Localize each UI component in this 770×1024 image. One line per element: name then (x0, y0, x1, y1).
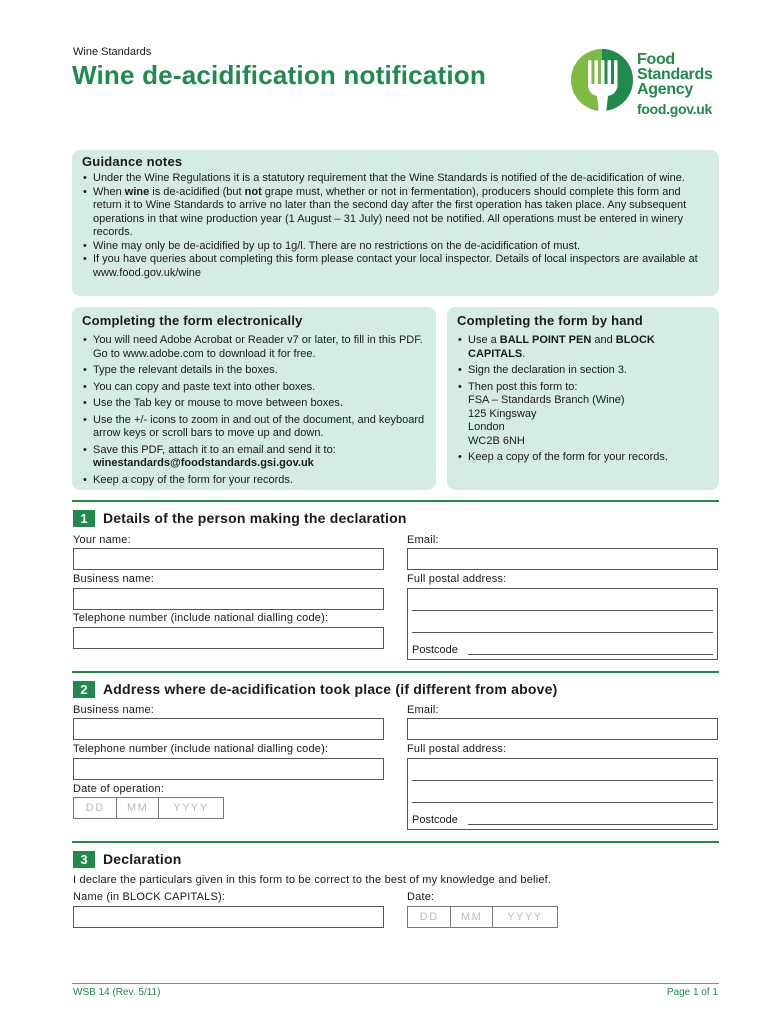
your-name-input[interactable] (73, 548, 384, 570)
guidance-item: • Under the Wine Regulations it is a statutory requirement that the Wine Standards is notified of the de-acidification of wine. (82, 172, 709, 186)
section-1-title: Details of the person making the declaration (103, 510, 407, 526)
declaration-date-label: Date: (407, 891, 435, 903)
address-line (412, 780, 713, 781)
email-label: Email: (407, 704, 439, 716)
page-number: Page 1 of 1 (666, 987, 718, 998)
electronic-item (82, 444, 426, 471)
by-hand-item: • Sign the declaration in section 3. (457, 364, 709, 378)
postal-address-label: Full postal address: (407, 743, 507, 755)
operation-business-name-input[interactable] (73, 718, 384, 740)
submission-email: winestandards@foodstandards.gsi.gov.uk (93, 457, 314, 469)
electronic-list (82, 334, 426, 487)
declarant-name-input[interactable] (73, 906, 384, 928)
guidance-item (82, 186, 709, 240)
year-input[interactable]: YYYY (173, 802, 209, 814)
by-hand-heading: Completing the form by hand (457, 313, 643, 328)
section-3-title: Declaration (103, 851, 182, 867)
bold-text: BALL POINT PEN (499, 334, 592, 346)
bold-text: not (244, 185, 262, 198)
postal-address-label: Full postal address: (407, 573, 507, 585)
telephone-label: Telephone number (include national dialling code): (73, 743, 329, 755)
date-of-operation-label: Date of operation: (73, 783, 165, 795)
business-name-input[interactable] (73, 588, 384, 610)
operation-postal-address-input[interactable] (407, 758, 718, 830)
bold-text: wine (124, 185, 150, 198)
postcode-line (468, 824, 713, 825)
electronic-item: • Use the +/- icons to zoom in and out of the document, and keyboard arrow keys or scroll bars to move up and down. (82, 414, 426, 441)
logo-line-2: Standards (637, 66, 713, 83)
electronic-heading: Completing the form electronically (82, 313, 303, 328)
postcode-label: Postcode (412, 644, 458, 656)
fsa-logo (570, 46, 730, 122)
form-reference: WSB 14 (Rev. 5/11) (73, 987, 161, 998)
logo-line-3: Agency (637, 81, 693, 98)
guidance-list (82, 172, 709, 280)
declaration-date-input[interactable] (407, 906, 558, 928)
section-1-number: 1 (73, 510, 95, 527)
postal-address-line: FSA – Standards Branch (Wine) (468, 394, 625, 406)
postcode-line (468, 654, 713, 655)
declaration-statement: I declare the particulars given in this form to be correct to the best of my knowledge and belief. (73, 874, 552, 886)
section-divider (72, 841, 719, 843)
telephone-input[interactable] (73, 627, 384, 649)
date-of-operation-input[interactable] (73, 797, 224, 819)
bold-text: BLOCK CAPITALS (468, 334, 655, 360)
month-input[interactable]: MM (117, 798, 158, 818)
form-supertitle: Wine Standards (73, 46, 152, 58)
section-2-number: 2 (73, 681, 95, 698)
electronic-item: • Type the relevant details in the boxes. (82, 364, 426, 378)
month-input[interactable]: MM (451, 907, 492, 927)
electronic-instructions-panel (72, 307, 436, 490)
text-run: Save this PDF, attach it to an email and send it to: (93, 443, 336, 456)
postcode-label: Postcode (412, 814, 458, 826)
business-name-label: Business name: (73, 573, 155, 585)
operation-email-input[interactable] (407, 718, 718, 740)
address-line (412, 610, 713, 611)
guidance-heading: Guidance notes (82, 154, 183, 169)
day-input[interactable]: DD (74, 798, 117, 818)
electronic-item: • You can copy and paste text into other boxes. (82, 381, 426, 395)
text-run: Then post this form to: (468, 380, 578, 393)
section-divider (72, 671, 719, 673)
page-title: Wine de-acidification notification (72, 60, 486, 90)
year-input[interactable]: YYYY (507, 911, 543, 923)
text-run: . (522, 347, 526, 360)
business-name-label: Business name: (73, 704, 155, 716)
text-run: grape must, whether or not in fermentation), producers should complete this form and return it to Wine Standards to arrive no later than the second day after the first operation has taken place. Any subsequent operations in that wine production year (1 August – 31 July) need not be notified. All operations must be entered in winery records. (93, 185, 687, 238)
section-3-number: 3 (73, 851, 95, 868)
day-input[interactable]: DD (408, 907, 451, 927)
by-hand-list (457, 334, 709, 465)
postal-address-line: London (468, 421, 505, 433)
postal-address-input[interactable] (407, 588, 718, 660)
logo-url: food.gov.uk (637, 101, 712, 117)
footer-divider (72, 983, 719, 984)
text-run: Use a (468, 334, 500, 346)
logo-line-1: Food (637, 51, 675, 68)
text-run: is de-acidified (but (149, 185, 245, 198)
guidance-item: • If you have queries about completing this form please contact your local inspector. Details of local inspectors are available at www.food.gov.uk/wine (82, 253, 709, 280)
guidance-notes-panel (72, 150, 719, 296)
electronic-item: • Keep a copy of the form for your records. (82, 474, 426, 488)
email-input[interactable] (407, 548, 718, 570)
electronic-item: • Use the Tab key or mouse to move between boxes. (82, 397, 426, 411)
electronic-item: • You will need Adobe Acrobat or Reader v7 or later, to fill in this PDF. Go to www.adobe.com to download it for free. (82, 334, 426, 361)
fork-logo-icon (570, 46, 634, 122)
postal-address-line: 125 Kingsway (468, 407, 537, 420)
text-run: and (591, 334, 616, 346)
telephone-label: Telephone number (include national dialling code): (73, 612, 329, 624)
section-2-title: Address where de-acidification took place (if different from above) (103, 681, 558, 697)
email-label: Email: (407, 534, 439, 546)
by-hand-instructions-panel (447, 307, 719, 490)
text-run: When (93, 185, 125, 198)
address-line (412, 802, 713, 803)
section-divider (72, 500, 719, 502)
address-line (412, 632, 713, 633)
postal-address-line: WC2B 6NH (468, 434, 525, 447)
your-name-label: Your name: (73, 534, 131, 546)
logo-wordmark (637, 52, 713, 97)
by-hand-item: • Keep a copy of the form for your records. (457, 451, 709, 465)
block-capitals-name-label: Name (in BLOCK CAPITALS): (73, 891, 226, 903)
guidance-item: • Wine may only be de-acidified by up to 1g/l. There are no restrictions on the de-acidification of must. (82, 240, 709, 254)
operation-telephone-input[interactable] (73, 758, 384, 780)
by-hand-item (457, 334, 709, 361)
by-hand-item (457, 381, 709, 449)
